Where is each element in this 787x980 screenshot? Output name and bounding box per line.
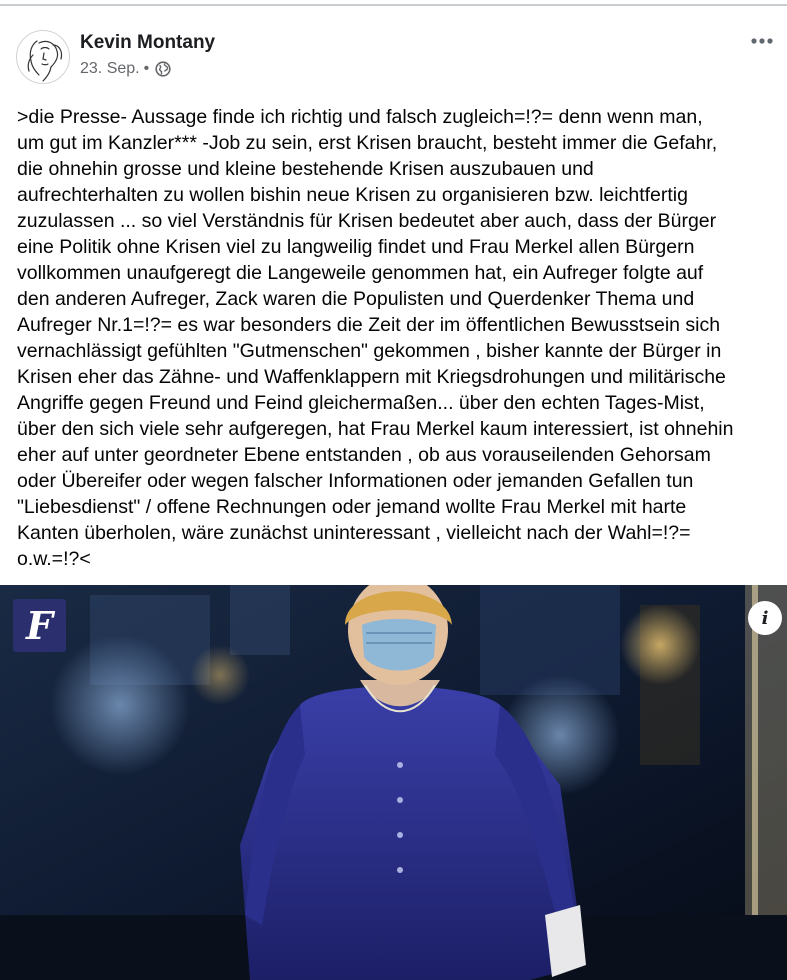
post-date[interactable]: 23. Sep. <box>80 60 140 77</box>
globe-icon[interactable] <box>155 61 171 77</box>
avatar-sketch <box>17 31 70 84</box>
post-text-line: eher auf unter geordneter Ebene entstanden , ob aus vorauseilenden Gehorsam <box>17 444 711 466</box>
post-text-line: um gut im Kanzler*** -Job zu sein, erst Krisen braucht, besteht immer die Gefahr, <box>17 132 718 154</box>
faz-logo-badge[interactable]: F <box>13 599 66 652</box>
post-text-line: Aufreger Nr.1=!?= es war besonders die Zeit der im öffentlichen Bewusstsein sich <box>17 314 721 336</box>
post-text <box>17 104 785 572</box>
post-text-line: den anderen Aufreger, Zack waren die Populisten und Querdenker Thema und <box>17 288 695 310</box>
post-text-line: über den sich viele sehr aufgeregen, hat Frau Merkel kaum interessiert, ist ohnehin <box>17 418 734 440</box>
post-text-line: zuzulassen ... so viel Verständnis für Krisen bedeutet aber auch, dass der Bürger <box>17 210 717 232</box>
post-text-line: die ohnehin grosse und kleine bestehende Krisen auszubauen und <box>17 158 594 180</box>
post-text-line: Krisen eher das Zähne- und Waffenklappern mit Kriegsdrohungen und militärische <box>17 366 726 388</box>
more-options-icon[interactable] <box>749 28 775 54</box>
post-text-line: Kanten überholen, wäre zunächst uninteressant , vielleicht nach der Wahl=!?= <box>17 522 691 544</box>
meta-separator: • <box>143 60 150 77</box>
top-divider <box>0 4 787 6</box>
post-text-line: aufrechterhalten zu wollen bishin neue Krisen zu organisieren bzw. leichtfertig <box>17 184 688 206</box>
post-meta <box>80 60 171 78</box>
post-text-line: vernachlässigt gefühlten "Gutmenschen" gekommen , bisher kannte der Bürger in <box>17 340 722 362</box>
post-text-line: "Liebesdienst" / offene Rechnungen oder jemand wollte Frau Merkel mit harte <box>17 496 687 518</box>
post-text-line: >die Presse- Aussage finde ich richtig und falsch zugleich=!?= denn wenn man, <box>17 106 703 128</box>
post-text-line: o.w.=!?< <box>17 548 91 570</box>
post-text-line: vollkommen unaufgeregt die Langeweile genommen hat, ein Aufreger folgte auf <box>17 262 704 284</box>
info-button[interactable]: i <box>748 601 782 635</box>
post-text-line: Angriffe gegen Freund und Feind gleichermaßen... über den echten Tages-Mist, <box>17 392 705 414</box>
post-text-line: oder Übereifer oder wegen falscher Informationen oder jemanden Gefallen tun <box>17 470 694 492</box>
post-text-line: eine Politik ohne Krisen viel zu langweilig findet und Frau Merkel allen Bürgern <box>17 236 695 258</box>
photo-illustration <box>0 585 787 980</box>
post-photo[interactable] <box>0 585 787 980</box>
avatar[interactable] <box>16 30 70 84</box>
author-name[interactable]: Kevin Montany <box>80 32 216 53</box>
